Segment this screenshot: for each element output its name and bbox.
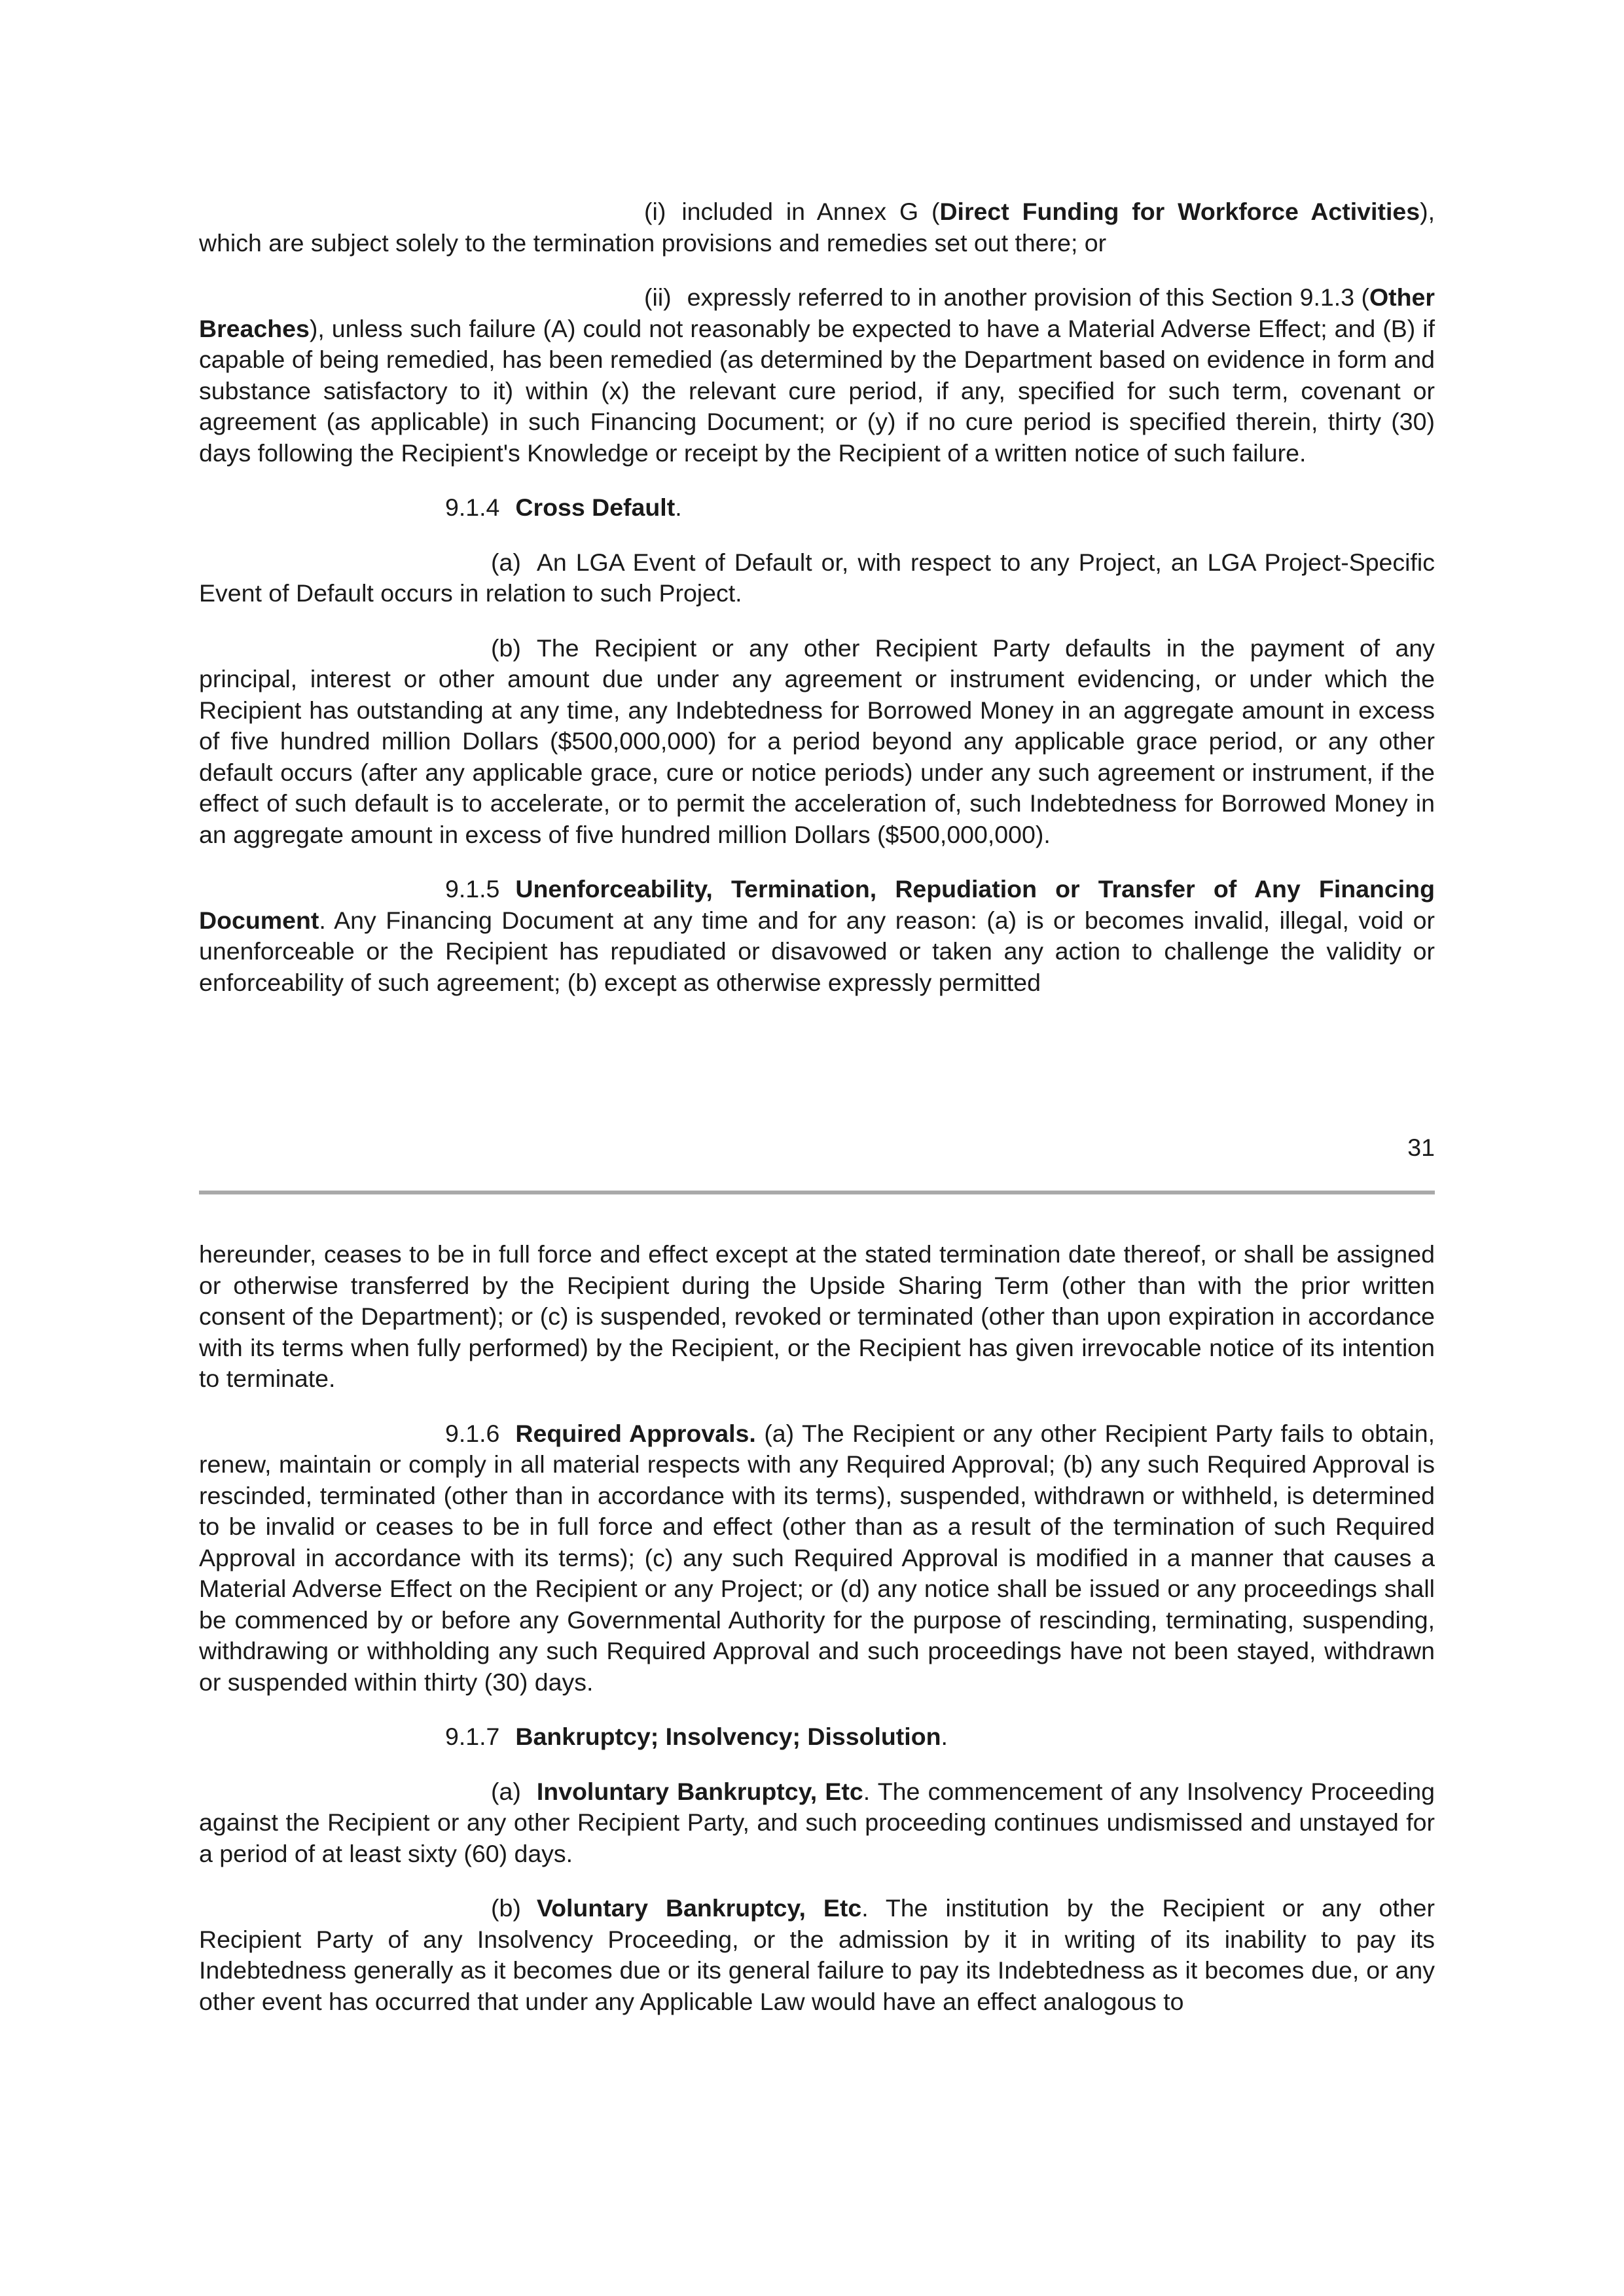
section-number: 9.1.4 — [445, 493, 500, 521]
clause-i: (i) included in Annex G (Direct Funding for Workforce Activities), which are subject solely to the termination provisions and remedies set out there; or — [199, 198, 1435, 257]
section-number: 9.1.6 — [445, 1419, 500, 1447]
section-title: Bankruptcy; Insolvency; Dissolution — [515, 1723, 941, 1750]
clause-lead: (b) — [491, 634, 521, 662]
clause-lead: (i) — [644, 198, 666, 225]
section-heading-9-1-7: 9.1.7 Bankruptcy; Insolvency; Dissolution. — [445, 1723, 948, 1750]
section-number: 9.1.5 — [445, 875, 500, 903]
page-2-body — [199, 1239, 1435, 2017]
defined-term: Direct Funding for Workforce Activities — [939, 198, 1420, 225]
section-heading-9-1-4: 9.1.4 Cross Default. — [445, 493, 682, 521]
defined-term: Other Breaches — [199, 283, 1435, 342]
page-1-body — [199, 196, 1435, 998]
section-9-1-5: 9.1.5 Unenforceability, Termination, Repudiation or Transfer of Any Financing Document. Any Financing Document at any time and for any reason: (a) is or becomes invalid, illegal, void or unenforceable or the Recipient has repudiated or disavowed or taken any action to challenge the validity or enforceability of such agreement; (b) except as otherwise expressly permitted — [199, 875, 1435, 996]
clause-9-1-4-a: (a) An LGA Event of Default or, with respect to any Project, an LGA Project-Specific Event of Default occurs in relation to such Project. — [199, 548, 1435, 607]
section-number: 9.1.7 — [445, 1723, 500, 1750]
continuation-paragraph: hereunder, ceases to be in full force and effect except at the stated termination date thereof, or shall be assigned or otherwise transferred by the Recipient during the Upside Sharing Term (other than with the prior written consent of the Department); or (c) is suspended, revoked or terminated (other than upon expiration in accordance with its terms when fully performed) by the Recipient, or the Recipient has given irrevocable notice of its intention to terminate. — [199, 1240, 1435, 1392]
clause-lead: (a) — [491, 548, 521, 576]
section-9-1-6: 9.1.6 Required Approvals. (a) The Recipient or any other Recipient Party fails to obtain, renew, maintain or comply in all material respects with any Required Approval; (b) any such Required Approval is rescinded, terminated (other than in accordance with its terms), suspended, withdrawn or withheld, is determined to be invalid or ceases to be in full force and effect (other than as a result of the termination of such Required Approval in accordance with its terms); (c) any such Required Approval is modified in a manner that causes a Material Adverse Effect on the Recipient or any Project; or (d) any notice shall be issued or any proceedings shall be commenced by or before any Governmental Authority for the purpose of rescinding, terminating, suspending, withdrawing or withholding any such Required Approval and such proceedings have not been stayed, withdrawn or suspended within thirty (30) days. — [199, 1419, 1435, 1696]
clause-lead: (b) — [491, 1894, 521, 1922]
clause-9-1-7-b: (b) Voluntary Bankruptcy, Etc. The institution by the Recipient or any other Recipient Party of any Insolvency Proceeding, or the admission by it in writing of its inability to pay its Indebtedness generally as it becomes due or its general failure to pay its Indebtedness as it becomes due, or any other event has occurred that under any Applicable Law would have an effect analogous to — [199, 1894, 1435, 2015]
clause-title: Voluntary Bankruptcy, Etc — [536, 1894, 862, 1922]
clause-lead: (a) — [491, 1777, 521, 1805]
section-title: Required Approvals. — [515, 1419, 756, 1447]
section-title: Cross Default — [515, 493, 676, 521]
clause-9-1-4-b: (b) The Recipient or any other Recipient Party defaults in the payment of any principal, interest or other amount due under any agreement or instrument evidencing, or under which the Recipient has outstanding at any time, any Indebtedness for Borrowed Money in an aggregate amount in excess of five hundred million Dollars ($500,000,000) for a period beyond any applicable grace period, or any other default occurs (after any applicable grace, cure or notice periods) under any such agreement or instrument, if the effect of such default is to accelerate, or to permit the acceleration of, such Indebtedness for Borrowed Money in an aggregate amount in excess of five hundred million Dollars ($500,000,000). — [199, 634, 1435, 848]
section-title: Unenforceability, Termination, Repudiation or Transfer of Any Financing Document — [199, 875, 1435, 934]
page-divider — [199, 1191, 1435, 1194]
clause-ii: (ii) expressly referred to in another provision of this Section 9.1.3 (Other Breaches), unless such failure (A) could not reasonably be expected to have a Material Adverse Effect; and (B) if capable of being remedied, has been remedied (as determined by the Department based on evidence in form and substance satisfactory to it) within (x) the relevant cure period, if any, specified for such term, covenant or agreement (as applicable) in such Financing Document; or (y) if no cure period is specified therein, thirty (30) days following the Recipient's Knowledge or receipt by the Recipient of a written notice of such failure. — [199, 283, 1435, 467]
clause-title: Involuntary Bankruptcy, Etc — [536, 1777, 863, 1805]
clause-9-1-7-a: (a) Involuntary Bankruptcy, Etc. The commencement of any Insolvency Proceeding against the Recipient or any other Recipient Party, and such proceeding continues undismissed and unstayed for a period of at least sixty (60) days. — [199, 1777, 1435, 1867]
clause-lead: (ii) — [644, 283, 672, 311]
page-number: 31 — [1407, 1134, 1435, 1161]
